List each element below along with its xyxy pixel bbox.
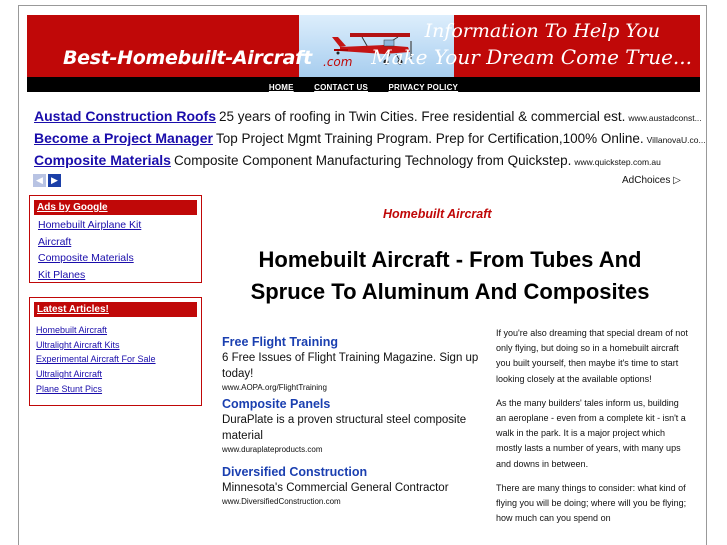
adchoices-triangle-icon: ▷ <box>673 175 681 186</box>
content-ad-desc: 6 Free Issues of Flight Training Magazine. Sign up today! <box>222 352 479 380</box>
article-link[interactable]: Experimental Aircraft For Sale <box>36 354 156 365</box>
top-ad-title[interactable]: Become a Project Manager <box>34 130 213 146</box>
page-frame-left <box>18 5 19 545</box>
page-title: Homebuilt Aircraft - From Tubes And Spruce To Aluminum And Composites <box>250 247 650 304</box>
header-banner <box>27 15 700 77</box>
list-item <box>38 234 197 251</box>
content-ad <box>222 465 482 507</box>
top-ad <box>34 108 702 130</box>
top-ad-desc: 25 years of roofing in Twin Cities. Free residential & commercial est. <box>219 109 626 124</box>
latest-articles-box <box>29 297 202 406</box>
content-ad-desc: Minnesota's Commercial General Contractor <box>222 482 449 494</box>
content-ad-title[interactable]: Composite Panels <box>222 397 331 411</box>
page-frame-top <box>18 5 707 6</box>
content-ad <box>222 335 482 393</box>
article-paragraph: As the many builders' tales inform us, building an aeroplane - even from a complete kit - isn't a walk in the park. It is a major project which mostly lasts a number of years, with many ups and downs in between. <box>496 397 686 469</box>
list-item <box>38 217 197 234</box>
articles-box-heading: Latest Articles! <box>34 302 197 317</box>
site-logo[interactable]: Best-Homebuilt-Aircraft <box>63 47 312 69</box>
top-ad-desc: Composite Component Manufacturing Technology from Quickstep. <box>173 153 572 168</box>
top-ads <box>34 108 706 174</box>
top-ad-desc: Top Project Mgmt Training Program. Prep for Certification,100% Online. <box>215 131 644 146</box>
top-ad-url[interactable]: VillanovaU.co... <box>646 135 706 145</box>
page-frame-right <box>706 5 707 545</box>
content-ad-url[interactable]: www.duraplateproducts.com <box>222 445 323 454</box>
site-logo-suffix: .com <box>323 55 353 69</box>
list-item <box>36 323 197 338</box>
content-ad-desc: DuraPlate is a proven structural steel composite material <box>222 414 467 442</box>
top-ad-title[interactable]: Austad Construction Roofs <box>34 108 216 124</box>
list-item <box>36 352 197 367</box>
list-item <box>36 382 197 397</box>
list-item <box>38 250 197 267</box>
nav-privacy-link[interactable]: PRIVACY POLICY <box>388 83 459 92</box>
article-link[interactable]: Ultralight Aircraft Kits <box>36 339 120 350</box>
top-ad <box>34 152 694 174</box>
nav-home-link[interactable]: HOME <box>268 83 294 92</box>
adchoices-link[interactable] <box>622 175 681 186</box>
sidebar-ad-link[interactable]: Composite Materials <box>38 252 134 264</box>
list-item <box>36 338 197 353</box>
article-body <box>496 326 688 535</box>
nav-bar <box>27 77 700 92</box>
ads-box-heading[interactable]: Ads by Google <box>34 200 197 215</box>
top-ad-url[interactable]: www.quickstep.com.au <box>574 157 661 167</box>
tagline-line2: Make Your Dream Come True... <box>371 45 692 69</box>
sidebar-ad-link[interactable]: Homebuilt Airplane Kit <box>38 219 142 231</box>
content-ads <box>222 335 482 511</box>
ad-pager <box>33 174 63 192</box>
top-ad-title[interactable]: Composite Materials <box>34 152 171 168</box>
chevron-left-icon[interactable]: ◀ <box>33 174 46 187</box>
adchoices-label: AdChoices <box>622 175 671 186</box>
article-paragraph: There are many things to consider: what kind of flying you will be doing; where will you be flying; how much can you spend on <box>496 482 687 524</box>
content-ad-url[interactable]: www.DiversifiedConstruction.com <box>222 497 341 506</box>
list-item <box>38 267 197 284</box>
sidebar-ad-link[interactable]: Aircraft <box>38 235 72 248</box>
chevron-right-icon[interactable]: ▶ <box>48 174 61 187</box>
ads-by-google-box <box>29 195 202 283</box>
article-paragraph: If you're also dreaming that special dream of not only flying, but doing so in a homebuilt aircraft you built yourself, then maybe it's time to start looking closely at the available options! <box>496 328 688 384</box>
content-ad <box>222 397 482 455</box>
nav-contact-link[interactable]: CONTACT US <box>314 83 369 92</box>
content-ad-title[interactable]: Diversified Construction <box>222 465 368 479</box>
top-ad <box>34 130 706 152</box>
tagline-line1: Information To Help You <box>424 20 660 42</box>
content-ad-title[interactable]: Free Flight Training <box>222 335 338 349</box>
article-link[interactable]: Plane Stunt Pics <box>36 383 103 394</box>
page-subtitle: Homebuilt Aircraft <box>383 207 492 221</box>
list-item <box>36 367 197 382</box>
sidebar-ad-link[interactable]: Kit Planes <box>38 268 86 281</box>
article-link[interactable]: Ultralight Aircraft <box>36 369 103 380</box>
content-ad-url[interactable]: www.AOPA.org/FlightTraining <box>222 383 327 392</box>
article-link[interactable]: Homebuilt Aircraft <box>36 325 108 335</box>
top-ad-url[interactable]: www.austadconst... <box>628 113 702 123</box>
